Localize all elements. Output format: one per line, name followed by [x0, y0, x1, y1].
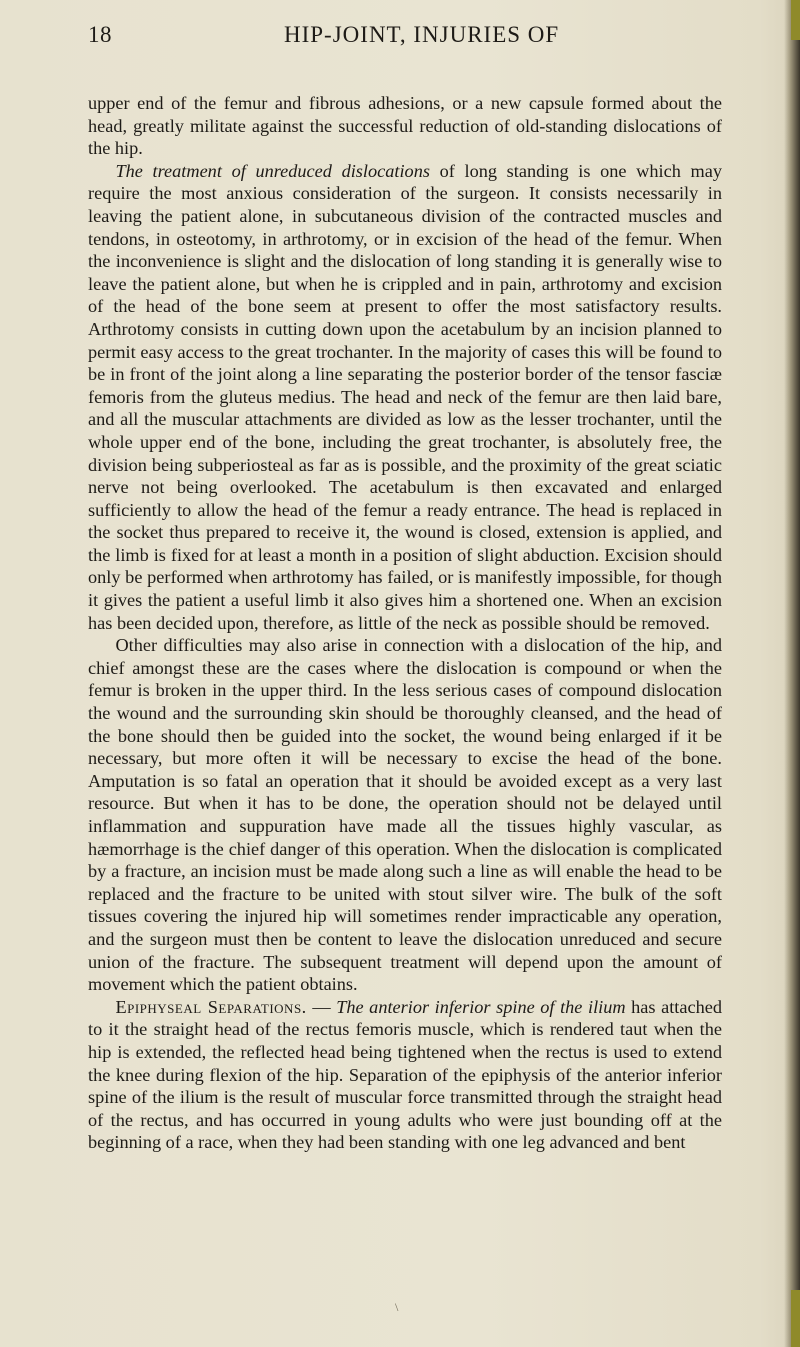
heading-dash: —	[306, 996, 337, 1017]
paragraph-4-italic-subject: The anterior inferior spine of the ilium	[336, 996, 626, 1017]
running-head: HIP-JOINT, INJURIES OF	[284, 22, 560, 47]
edge-tab-top	[791, 0, 800, 40]
paragraph-4-text: has attached to it the straight head of the rectus femoris muscle, which is rendered taut when the hip is extended, the reflected head being tightened when the rectus is used to extend the knee during flexion of the hip. Separation of the epiphysis of the anterior inferior spine of the ilium is the result of muscular force transmitted through the straight head of the rectus, and has occurred in young adults who were just bounding off at the beginning of a race, when they had been standing with one leg advanced and bent	[88, 996, 722, 1153]
paragraph-3: Other difficulties may also arise in connection with a dislocation of the hip, and chief amongst these are the cases where the dislocation is compound or when the femur is broken in the upper third. In the less serious cases of compound dislocation the wound and the surrounding skin should be thoroughly cleansed, and the head of the bone should then be guided into the socket, the wound being enlarged if it be necessary, but more often it will be necessary to excise the head of the bone. Amputation is so fatal an operation that it should be avoided except as a very last resource. But when it has to be done, the operation should not be delayed until inflammation and suppuration have made all the tissues highly vascular, as hæmorrhage is the chief danger of this operation. When the dislocation is complicated by a fracture, an incision must be made along such a line as will enable the head to be replaced and the fracture to be united with stout silver wire. The bulk of the soft tissues covering the injured hip will sometimes render impracticable any operation, and the surgeon must then be content to leave the dislocation unreduced and secure union of the fracture. The subsequent treatment will depend upon the amount of movement which the patient obtains.	[88, 635, 722, 995]
edge-tab-bottom	[791, 1290, 800, 1347]
body-text	[88, 92, 722, 1154]
page-header	[88, 22, 718, 56]
page-number: 18	[88, 22, 112, 47]
section-heading-epiphyseal-separations: Epiphyseal Separations.	[115, 996, 307, 1017]
stray-mark: \	[395, 1300, 399, 1314]
paragraph-2-italic-heading: The treatment of unreduced dislocations	[115, 160, 430, 181]
paragraph-2-text: of long standing is one which may require the most anxious consideration of the surgeon. It consists necessarily in leaving the patient alone, in subcutaneous division of the contracted muscles and tendons, in osteotomy, in arthrotomy, or in excision of the head of the femur. When the inconvenience is slight and the dislocation of long standing it is generally wise to leave the patient alone, but when he is crippled and in pain, arthrotomy and excision of the head of the bone seem at present to offer the most satisfactory results. Arthrotomy consists in cutting down upon the acetabulum by an incision planned to permit easy access to the great trochanter. In the majority of cases this will be found to be in front of the joint along a line separating the posterior border of the tensor fasciæ femoris from the gluteus medius. The head and neck of the femur are then laid bare, and all the muscular attachments are divided as low as the lesser trochanter, until the whole upper end of the bone, including the great trochanter, is absolutely free, the division being subperiosteal as far as is possible, and the proximity of the great sciatic nerve not being overlooked. The acetabulum is then excavated and enlarged sufficiently to allow the head of the femur a ready entrance. The head is replaced in the socket thus prepared to receive it, the wound is closed, extension is applied, and the limb is fixed for at least a month in a position of slight abduction. Excision should only be performed when arthrotomy has failed, or is manifestly impossible, for though it gives the patient a useful limb it also gives him a shortened one. When an excision has been decided upon, therefore, as little of the neck as possible should be removed.	[88, 160, 722, 633]
paragraph-4	[88, 996, 722, 1154]
paragraph-2	[88, 160, 722, 634]
page-edge-shadow	[784, 0, 800, 1347]
paragraph-1: upper end of the femur and fibrous adhesions, or a new capsule formed about the head, greatly militate against the successful reduction of old-standing dislocations of the hip.	[88, 93, 722, 159]
